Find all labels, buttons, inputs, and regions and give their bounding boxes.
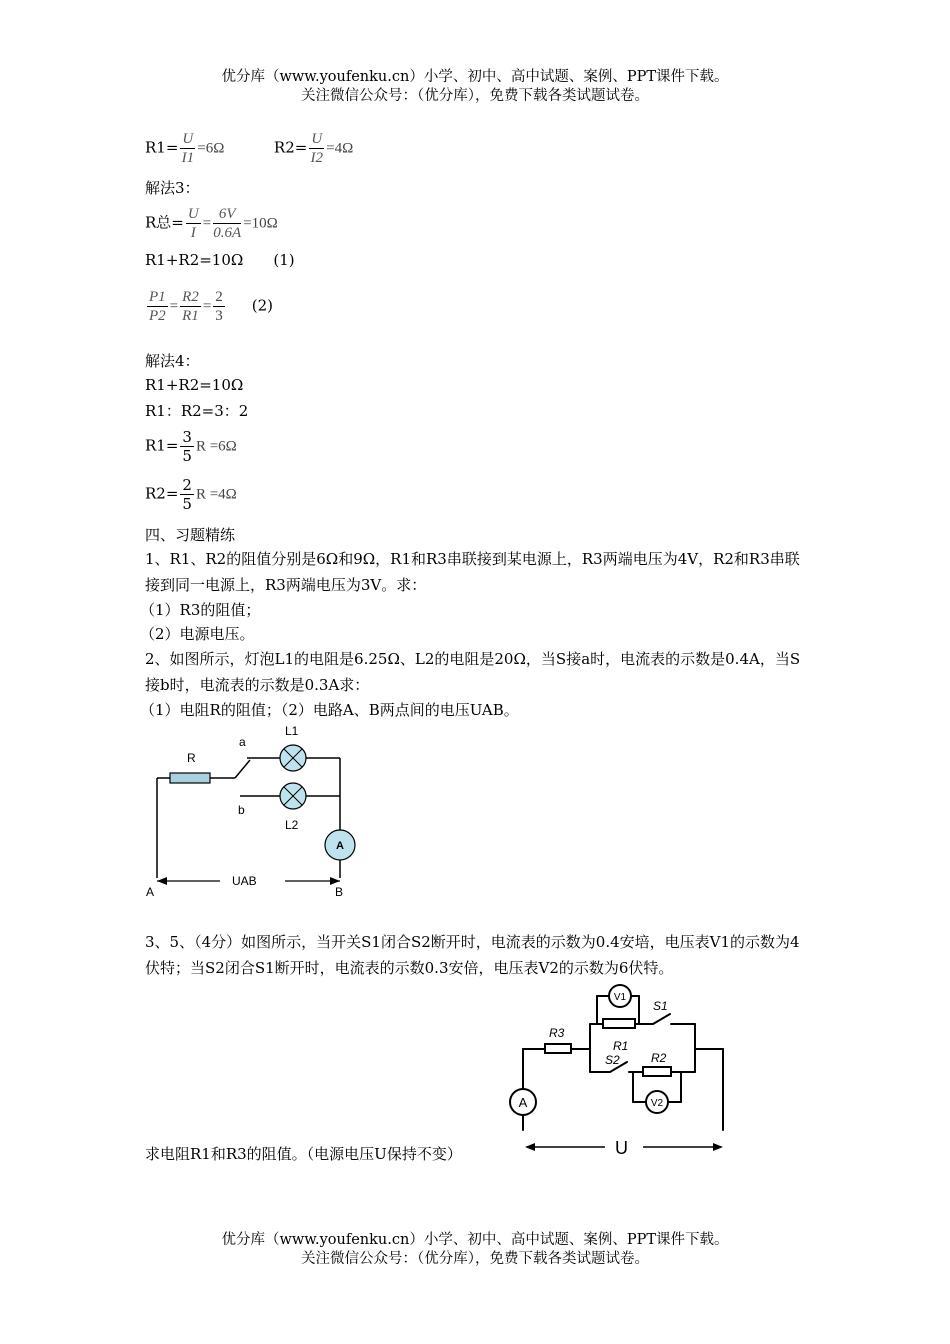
q1-part-b: （2）电源电压。 (140, 625, 255, 643)
method4-title: 解法4： (145, 352, 200, 370)
eq-rtot-num2: 6V (213, 205, 241, 224)
eq-rtotal: R总= $\frac{U}{I}$ = $\frac{6V}{0.6A}$ =10Ω (145, 206, 278, 241)
m4-ratio: R1：R2=3：2 (145, 402, 249, 420)
q3-ask: 求电阻R1和R3的阻值。（电源电压U保持不变） (145, 1145, 462, 1163)
eq-rtot-den2: 0.6A (213, 225, 242, 241)
eq-r1-r2 (145, 130, 353, 167)
label-b: b (238, 803, 245, 817)
eq-r2-den: I2 (310, 150, 323, 166)
label-S1: S1 (653, 999, 668, 1013)
eq-r1-den: I1 (181, 150, 195, 166)
eq-r2-num: U (311, 131, 323, 147)
eq-sum (145, 250, 295, 270)
eq-m4-r1-lhs: R1= (145, 436, 179, 455)
resistor-R1 (603, 1019, 635, 1028)
label-UAB: UAB (232, 874, 257, 888)
q1-part-a: （1）R3的阻值； (140, 601, 261, 619)
ammeter-label: A (336, 840, 344, 852)
label-a: a (239, 735, 246, 749)
eq-m4-r1 (145, 428, 237, 465)
eq-r2-lhs: R2= (273, 138, 308, 157)
q1-text: 1、R1、R2的阻值分别是6Ω和9Ω，R1和R3串联接到某电源上，R3两端电压为4V，R2和R3串联接到同一电源上，R3两端电压为3V。求： (145, 550, 800, 594)
label-S2: S2 (605, 1053, 620, 1067)
eq-ratio-den2: R1 (182, 308, 199, 324)
eq-ratio-den3: 3 (215, 308, 223, 324)
label-B: B (335, 885, 344, 899)
circuit-diagram-2 (505, 980, 735, 1165)
label-L2: L2 (285, 818, 299, 832)
eq-m4-r2-lhs: R2= (145, 484, 179, 503)
eq-ratio-tag: (2) (251, 296, 274, 315)
eq-r1-lhs: R1= (145, 138, 179, 157)
eq-ratio-num1: P1 (149, 289, 166, 305)
eq-rtot-rhs: =10Ω (243, 215, 278, 232)
eq-rtot-num1: U (187, 206, 199, 222)
label-R: R (187, 751, 196, 765)
resistor-R2 (643, 1067, 671, 1076)
eq-ratio: $\frac{P1}{P2}$ = $\frac{R2}{R1}$ = $\frac{2}{3}$ (2) (149, 289, 274, 324)
eq-ratio-num2: R2 (182, 289, 199, 305)
footer-line-2: 关注微信公众号：（优分库），免费下载各类试题试卷。 (301, 1251, 649, 1267)
eq-m4-r2-num: 2 (182, 476, 192, 494)
method3-title: 解法3： (145, 179, 200, 197)
eq-m4-r1-rhs: R =6Ω (195, 438, 237, 455)
eq-r2-rhs: =4Ω (326, 140, 354, 157)
label-A: A (146, 885, 155, 899)
lamp-L1 (280, 745, 306, 771)
resistor-R3 (545, 1044, 571, 1053)
footer-line-1: 优分库（www.youfenku.cn）小学、初中、高中试题、案例、PPT课件下载。 (221, 1232, 729, 1248)
label-V1: V1 (613, 992, 627, 1003)
label-L1: L1 (285, 724, 299, 738)
label-R3: R3 (549, 1026, 565, 1040)
header-line-2: 关注微信公众号：（优分库），免费下载各类试题试卷。 (301, 88, 649, 104)
lamp-L2 (280, 783, 306, 809)
q3-text: 3、5、（4分）如图所示，当开关S1闭合S2断开时，电流表的示数为0.4安培，电压表V1的示数为4伏特；当S2闭合S1断开时，电流表的示数0.3安倍，电压表V2的示数为6伏特。 (145, 933, 800, 977)
eq-sum-text: R1+R2=10Ω (145, 251, 244, 269)
eq-m4-r2-rhs: R =4Ω (195, 486, 237, 503)
eq-ratio-num3: 2 (215, 289, 223, 305)
eq-m4-r2 (145, 476, 237, 513)
eq-m4-r1-num: 3 (182, 428, 192, 446)
m4-sum: R1+R2=10Ω (145, 376, 244, 394)
eq-rtot-den1: I (190, 225, 196, 241)
q2-text: 2、如图所示，灯泡L1的电阻是6.25Ω、L2的电阻是20Ω，当S接a时，电流表的示数是0.4A，当S接b时，电流表的示数是0.3A求： (145, 650, 801, 694)
eq-m4-r1-den: 5 (182, 447, 192, 465)
eq-m4-r2-den: 5 (182, 495, 192, 513)
label-R2: R2 (651, 1051, 667, 1065)
eq-ratio-den1: P2 (149, 308, 166, 324)
eq-r1-num: U (182, 131, 194, 147)
label-V2: V2 (650, 1098, 664, 1109)
label-A2: A (518, 1095, 528, 1110)
q2-ask: （1）电阻R的阻值；（2）电路A、B两点间的电压UAB。 (140, 701, 519, 719)
header-line-1: 优分库（www.youfenku.cn）小学、初中、高中试题、案例、PPT课件下载。 (221, 69, 729, 85)
eq-sum-tag: (1) (273, 251, 295, 269)
label-U: U (615, 1138, 628, 1158)
label-R1: R1 (613, 1039, 629, 1053)
eq-r1-rhs: =6Ω (197, 140, 225, 157)
resistor-R (170, 773, 210, 783)
circuit-diagram-1 (140, 718, 380, 903)
eq-rtot-lhs: R总= (145, 213, 184, 232)
section-title: 四、习题精练 (145, 526, 236, 544)
